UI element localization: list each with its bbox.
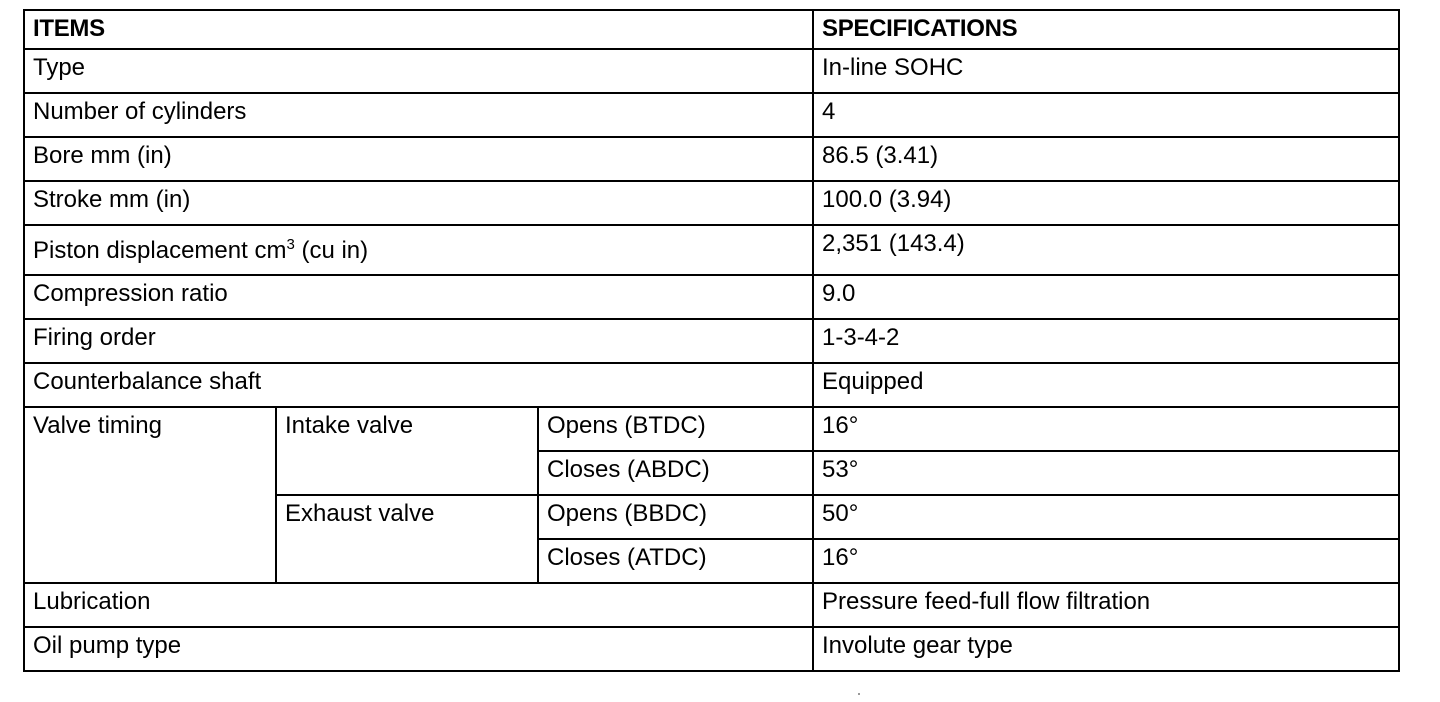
item-type: Type: [24, 49, 813, 93]
table-row: [24, 137, 1399, 181]
intake-closes-value: 53°: [813, 451, 1399, 495]
item-counterbalance-shaft: Counterbalance shaft: [24, 363, 813, 407]
item-piston-displacement: Piston displacement $cm^3$ (cu in): [24, 225, 813, 275]
intake-opens-label: Opens (BTDC): [538, 407, 813, 451]
table-row: [24, 49, 1399, 93]
spec-stroke: 100.0 (3.94): [813, 181, 1399, 225]
item-compression-ratio: Compression ratio: [24, 275, 813, 319]
item-oil-pump-type: Oil pump type: [24, 627, 813, 671]
valve-timing-label: Valve timing: [24, 407, 276, 583]
specifications-header: SPECIFICATIONS: [813, 10, 1399, 49]
item-firing-order: Firing order: [24, 319, 813, 363]
exhaust-valve-label: Exhaust valve: [276, 495, 538, 583]
table-row: [24, 583, 1399, 627]
item-bore: Bore mm (in): [24, 137, 813, 181]
item-stroke: Stroke mm (in): [24, 181, 813, 225]
spec-oil-pump-type: Involute gear type: [813, 627, 1399, 671]
spec-firing-order: 1-3-4-2: [813, 319, 1399, 363]
intake-opens-value: 16°: [813, 407, 1399, 451]
spec-compression-ratio: 9.0: [813, 275, 1399, 319]
table-header-row: [24, 10, 1399, 49]
table-row: [24, 225, 1399, 275]
table-row: [24, 93, 1399, 137]
engine-specifications-table: [23, 9, 1400, 672]
exhaust-opens-value: 50°: [813, 495, 1399, 539]
spec-type: In-line SOHC: [813, 49, 1399, 93]
exhaust-opens-label: Opens (BBDC): [538, 495, 813, 539]
item-number-of-cylinders: Number of cylinders: [24, 93, 813, 137]
table-row: [24, 319, 1399, 363]
table-row: [24, 627, 1399, 671]
item-lubrication: Lubrication: [24, 583, 813, 627]
table-row: [24, 181, 1399, 225]
intake-closes-label: Closes (ABDC): [538, 451, 813, 495]
exhaust-closes-value: 16°: [813, 539, 1399, 583]
spec-lubrication: Pressure feed-full flow filtration: [813, 583, 1399, 627]
spec-counterbalance-shaft: Equipped: [813, 363, 1399, 407]
table-row: [24, 407, 1399, 451]
intake-valve-label: Intake valve: [276, 407, 538, 495]
exhaust-closes-label: Closes (ATDC): [538, 539, 813, 583]
spec-bore: 86.5 (3.41): [813, 137, 1399, 181]
table-row: [24, 275, 1399, 319]
items-header: ITEMS: [24, 10, 813, 49]
table-row: [24, 363, 1399, 407]
scan-speck: [858, 693, 860, 695]
spec-piston-displacement: 2,351 (143.4): [813, 225, 1399, 275]
spec-number-of-cylinders: 4: [813, 93, 1399, 137]
